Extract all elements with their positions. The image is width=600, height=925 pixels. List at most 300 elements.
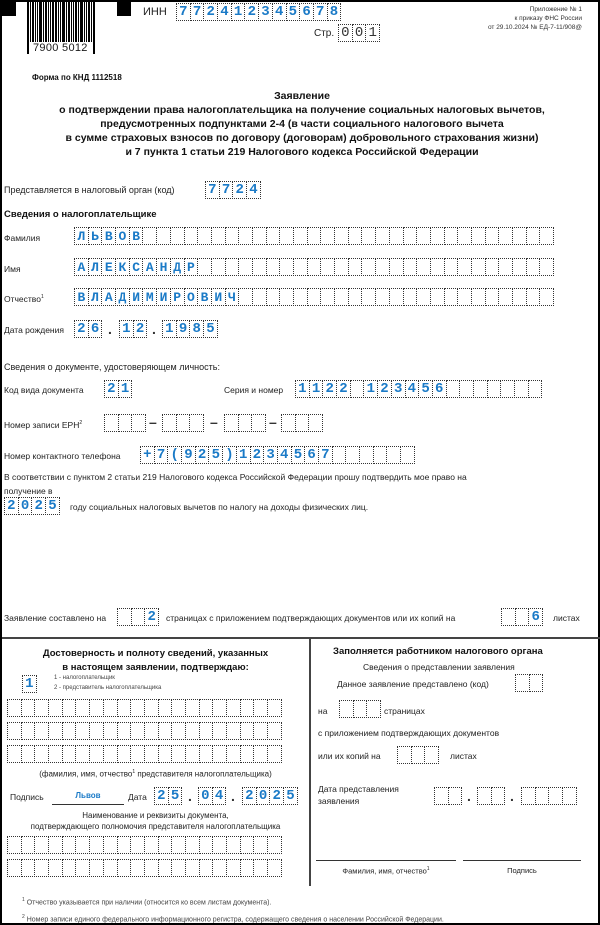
char-cell[interactable] (253, 859, 268, 877)
char-cell[interactable] (487, 380, 502, 398)
char-cell[interactable] (158, 836, 173, 854)
char-cell[interactable] (459, 380, 474, 398)
char-cell[interactable] (117, 608, 132, 626)
char-cell[interactable]: 4 (272, 3, 287, 21)
char-cell[interactable] (485, 288, 500, 306)
char-cell[interactable]: 0 (256, 787, 271, 805)
char-cell[interactable] (397, 746, 412, 764)
char-cell[interactable] (226, 836, 241, 854)
char-cell[interactable] (279, 227, 294, 245)
char-cell[interactable] (89, 699, 104, 717)
inn-field[interactable] (176, 3, 341, 21)
char-cell[interactable] (62, 745, 77, 763)
char-cell[interactable] (144, 699, 159, 717)
submitted-code-field[interactable] (515, 674, 543, 692)
char-cell[interactable]: 4 (405, 380, 420, 398)
char-cell[interactable] (348, 258, 363, 276)
char-cell[interactable] (7, 836, 22, 854)
char-cell[interactable] (89, 745, 104, 763)
submission-month-field[interactable] (477, 787, 505, 805)
char-cell[interactable] (238, 227, 253, 245)
char-cell[interactable] (226, 722, 241, 740)
char-cell[interactable] (226, 699, 241, 717)
char-cell[interactable] (7, 859, 22, 877)
char-cell[interactable] (238, 258, 253, 276)
char-cell[interactable] (75, 859, 90, 877)
char-cell[interactable] (416, 288, 431, 306)
char-cell[interactable] (279, 288, 294, 306)
char-cell[interactable]: 1 (365, 24, 380, 42)
char-cell[interactable] (171, 859, 186, 877)
char-cell[interactable] (185, 836, 200, 854)
char-cell[interactable] (144, 836, 159, 854)
char-cell[interactable]: 9 (181, 446, 196, 464)
char-cell[interactable] (240, 859, 255, 877)
char-cell[interactable]: Д (115, 288, 130, 306)
confirmation-month-field[interactable] (198, 787, 226, 805)
char-cell[interactable]: 1 (118, 380, 133, 398)
char-cell[interactable] (225, 227, 240, 245)
char-cell[interactable]: Ь (88, 227, 103, 245)
char-cell[interactable] (498, 258, 513, 276)
char-cell[interactable] (7, 745, 22, 763)
char-cell[interactable]: 2 (377, 380, 392, 398)
char-cell[interactable] (498, 227, 513, 245)
char-cell[interactable] (562, 787, 577, 805)
char-cell[interactable]: 2 (154, 787, 169, 805)
char-cell[interactable]: 2 (133, 320, 148, 338)
char-cell[interactable] (62, 722, 77, 740)
rep-name-row-3[interactable] (7, 745, 282, 763)
char-cell[interactable] (131, 608, 146, 626)
char-cell[interactable]: 2 (322, 380, 337, 398)
char-cell[interactable]: 2 (244, 3, 259, 21)
char-cell[interactable] (170, 227, 185, 245)
char-cell[interactable] (295, 414, 310, 432)
char-cell[interactable] (535, 787, 550, 805)
char-cell[interactable] (34, 745, 49, 763)
signer-code-field[interactable] (22, 675, 37, 693)
char-cell[interactable]: 7 (154, 446, 169, 464)
char-cell[interactable] (34, 836, 49, 854)
char-cell[interactable] (131, 414, 146, 432)
char-cell[interactable] (171, 722, 186, 740)
char-cell[interactable]: В (197, 288, 212, 306)
officer-sheets-field[interactable] (397, 746, 439, 764)
char-cell[interactable] (267, 699, 282, 717)
char-cell[interactable]: 3 (258, 3, 273, 21)
char-cell[interactable] (457, 258, 472, 276)
char-cell[interactable] (403, 258, 418, 276)
char-cell[interactable] (162, 414, 177, 432)
char-cell[interactable] (473, 380, 488, 398)
char-cell[interactable] (104, 414, 119, 432)
char-cell[interactable] (240, 745, 255, 763)
char-cell[interactable] (48, 859, 63, 877)
char-cell[interactable] (334, 288, 349, 306)
char-cell[interactable] (211, 258, 226, 276)
char-cell[interactable] (117, 722, 132, 740)
officer-pages-field[interactable] (339, 700, 381, 718)
char-cell[interactable]: 0 (18, 497, 33, 515)
char-cell[interactable] (212, 745, 227, 763)
char-cell[interactable]: 6 (432, 380, 447, 398)
char-cell[interactable] (117, 699, 132, 717)
char-cell[interactable]: 0 (352, 24, 367, 42)
char-cell[interactable] (144, 722, 159, 740)
char-cell[interactable] (389, 227, 404, 245)
char-cell[interactable] (7, 722, 22, 740)
char-cell[interactable] (403, 288, 418, 306)
char-cell[interactable] (430, 227, 445, 245)
char-cell[interactable] (512, 227, 527, 245)
char-cell[interactable] (281, 414, 296, 432)
char-cell[interactable]: В (101, 227, 116, 245)
char-cell[interactable] (226, 859, 241, 877)
char-cell[interactable]: 5 (45, 497, 60, 515)
char-cell[interactable] (62, 836, 77, 854)
char-cell[interactable]: И (156, 288, 171, 306)
char-cell[interactable] (252, 227, 267, 245)
char-cell[interactable] (266, 227, 281, 245)
char-cell[interactable]: 2 (232, 181, 247, 199)
char-cell[interactable] (307, 258, 322, 276)
ern-field-part3[interactable] (224, 414, 266, 432)
char-cell[interactable] (103, 836, 118, 854)
char-cell[interactable]: А (142, 258, 157, 276)
pages-count-field[interactable] (117, 608, 159, 626)
char-cell[interactable] (130, 745, 145, 763)
char-cell[interactable]: 0 (198, 787, 213, 805)
char-cell[interactable] (158, 859, 173, 877)
char-cell[interactable]: М (142, 288, 157, 306)
char-cell[interactable]: 7 (190, 3, 205, 21)
char-cell[interactable] (158, 699, 173, 717)
char-cell[interactable] (238, 288, 253, 306)
char-cell[interactable] (444, 288, 459, 306)
char-cell[interactable] (48, 836, 63, 854)
char-cell[interactable] (448, 787, 463, 805)
char-cell[interactable] (434, 787, 449, 805)
patronymic-field[interactable] (74, 288, 554, 306)
char-cell[interactable] (197, 227, 212, 245)
char-cell[interactable] (345, 446, 360, 464)
char-cell[interactable] (21, 859, 36, 877)
char-cell[interactable]: 1 (363, 380, 378, 398)
char-cell[interactable] (366, 700, 381, 718)
char-cell[interactable]: А (101, 288, 116, 306)
char-cell[interactable] (224, 414, 239, 432)
char-cell[interactable] (238, 414, 253, 432)
char-cell[interactable] (34, 699, 49, 717)
char-cell[interactable] (21, 722, 36, 740)
char-cell[interactable] (389, 288, 404, 306)
char-cell[interactable] (7, 699, 22, 717)
char-cell[interactable] (512, 288, 527, 306)
char-cell[interactable] (293, 288, 308, 306)
char-cell[interactable] (332, 446, 347, 464)
char-cell[interactable] (253, 699, 268, 717)
char-cell[interactable] (184, 227, 199, 245)
char-cell[interactable]: 2 (269, 787, 284, 805)
char-cell[interactable]: А (74, 258, 89, 276)
char-cell[interactable] (539, 258, 554, 276)
char-cell[interactable] (253, 745, 268, 763)
char-cell[interactable]: 2 (336, 380, 351, 398)
char-cell[interactable] (253, 836, 268, 854)
signature-value[interactable]: Львов (75, 791, 101, 800)
char-cell[interactable] (375, 288, 390, 306)
char-cell[interactable] (34, 722, 49, 740)
first-name-field[interactable] (74, 258, 554, 276)
char-cell[interactable]: 1 (119, 320, 134, 338)
char-cell[interactable] (189, 414, 204, 432)
char-cell[interactable] (62, 859, 77, 877)
char-cell[interactable]: 2 (250, 446, 265, 464)
char-cell[interactable] (471, 288, 486, 306)
char-cell[interactable] (471, 227, 486, 245)
birth-month-field[interactable] (119, 320, 147, 338)
char-cell[interactable]: 2 (144, 608, 159, 626)
char-cell[interactable] (400, 446, 415, 464)
char-cell[interactable] (199, 836, 214, 854)
last-name-field[interactable] (74, 227, 554, 245)
char-cell[interactable] (21, 699, 36, 717)
series-number-field[interactable] (295, 380, 542, 398)
char-cell[interactable] (252, 288, 267, 306)
char-cell[interactable]: 2 (203, 3, 218, 21)
char-cell[interactable] (89, 722, 104, 740)
char-cell[interactable]: 8 (189, 320, 204, 338)
char-cell[interactable] (225, 258, 240, 276)
char-cell[interactable]: 6 (88, 320, 103, 338)
char-cell[interactable]: 2 (74, 320, 89, 338)
char-cell[interactable]: 6 (304, 446, 319, 464)
char-cell[interactable] (339, 700, 354, 718)
char-cell[interactable] (185, 699, 200, 717)
char-cell[interactable] (117, 745, 132, 763)
char-cell[interactable] (361, 227, 376, 245)
char-cell[interactable] (185, 722, 200, 740)
char-cell[interactable] (539, 288, 554, 306)
char-cell[interactable] (334, 227, 349, 245)
char-cell[interactable] (293, 227, 308, 245)
char-cell[interactable] (118, 414, 133, 432)
birth-year-field[interactable] (162, 320, 218, 338)
authority-doc-row-2[interactable] (7, 859, 282, 877)
char-cell[interactable] (485, 227, 500, 245)
char-cell[interactable] (386, 446, 401, 464)
submission-year-field[interactable] (521, 787, 577, 805)
char-cell[interactable] (75, 699, 90, 717)
char-cell[interactable] (444, 227, 459, 245)
char-cell[interactable] (424, 746, 439, 764)
char-cell[interactable] (226, 745, 241, 763)
char-cell[interactable]: Л (74, 227, 89, 245)
char-cell[interactable]: 7 (318, 446, 333, 464)
char-cell[interactable] (199, 722, 214, 740)
char-cell[interactable] (353, 700, 368, 718)
char-cell[interactable] (144, 859, 159, 877)
char-cell[interactable] (457, 227, 472, 245)
char-cell[interactable] (130, 699, 145, 717)
char-cell[interactable] (199, 699, 214, 717)
char-cell[interactable] (130, 722, 145, 740)
char-cell[interactable] (361, 288, 376, 306)
char-cell[interactable] (251, 414, 266, 432)
char-cell[interactable] (48, 745, 63, 763)
char-cell[interactable] (375, 227, 390, 245)
char-cell[interactable]: 4 (217, 3, 232, 21)
char-cell[interactable]: 2 (195, 446, 210, 464)
authority-doc-row-1[interactable] (7, 836, 282, 854)
char-cell[interactable] (212, 859, 227, 877)
char-cell[interactable] (62, 699, 77, 717)
char-cell[interactable]: ( (167, 446, 182, 464)
char-cell[interactable] (430, 258, 445, 276)
char-cell[interactable] (515, 674, 530, 692)
char-cell[interactable]: 9 (176, 320, 191, 338)
char-cell[interactable] (491, 787, 506, 805)
char-cell[interactable] (293, 258, 308, 276)
char-cell[interactable] (103, 859, 118, 877)
char-cell[interactable] (416, 227, 431, 245)
char-cell[interactable] (171, 745, 186, 763)
char-cell[interactable] (446, 380, 461, 398)
char-cell[interactable] (528, 380, 543, 398)
ern-field-part4[interactable] (281, 414, 323, 432)
char-cell[interactable] (21, 745, 36, 763)
char-cell[interactable]: О (184, 288, 199, 306)
char-cell[interactable] (403, 227, 418, 245)
char-cell[interactable]: К (115, 258, 130, 276)
char-cell[interactable] (529, 674, 544, 692)
char-cell[interactable]: 1 (231, 3, 246, 21)
char-cell[interactable] (457, 288, 472, 306)
char-cell[interactable] (185, 745, 200, 763)
char-cell[interactable] (485, 258, 500, 276)
char-cell[interactable] (158, 722, 173, 740)
phone-field[interactable] (140, 446, 415, 464)
char-cell[interactable] (500, 380, 515, 398)
char-cell[interactable] (514, 380, 529, 398)
char-cell[interactable] (334, 258, 349, 276)
char-cell[interactable] (142, 227, 157, 245)
char-cell[interactable] (279, 258, 294, 276)
char-cell[interactable]: 7 (176, 3, 191, 21)
char-cell[interactable] (212, 836, 227, 854)
char-cell[interactable]: 7 (219, 181, 234, 199)
char-cell[interactable]: + (140, 446, 155, 464)
submission-day-field[interactable] (434, 787, 462, 805)
confirmation-year-field[interactable] (242, 787, 298, 805)
char-cell[interactable] (348, 227, 363, 245)
char-cell[interactable] (144, 745, 159, 763)
char-cell[interactable]: 5 (283, 787, 298, 805)
char-cell[interactable] (130, 859, 145, 877)
char-cell[interactable] (471, 258, 486, 276)
char-cell[interactable] (117, 836, 132, 854)
char-cell[interactable] (501, 608, 516, 626)
char-cell[interactable] (130, 836, 145, 854)
char-cell[interactable] (350, 380, 365, 398)
char-cell[interactable]: 7 (313, 3, 328, 21)
char-cell[interactable]: 1 (309, 380, 324, 398)
char-cell[interactable] (240, 836, 255, 854)
char-cell[interactable]: Ч (225, 288, 240, 306)
char-cell[interactable] (267, 836, 282, 854)
char-cell[interactable]: Р (170, 288, 185, 306)
char-cell[interactable]: 5 (291, 446, 306, 464)
birth-day-field[interactable] (74, 320, 102, 338)
char-cell[interactable] (477, 787, 492, 805)
char-cell[interactable] (267, 745, 282, 763)
char-cell[interactable]: О (115, 227, 130, 245)
char-cell[interactable] (373, 446, 388, 464)
char-cell[interactable]: 1 (295, 380, 310, 398)
char-cell[interactable]: 6 (528, 608, 543, 626)
char-cell[interactable] (212, 699, 227, 717)
char-cell[interactable] (267, 859, 282, 877)
char-cell[interactable] (89, 859, 104, 877)
char-cell[interactable] (34, 859, 49, 877)
char-cell[interactable]: 5 (286, 3, 301, 21)
char-cell[interactable] (416, 258, 431, 276)
char-cell[interactable] (158, 745, 173, 763)
char-cell[interactable] (430, 288, 445, 306)
char-cell[interactable]: 4 (212, 787, 227, 805)
char-cell[interactable] (307, 227, 322, 245)
char-cell[interactable] (320, 288, 335, 306)
char-cell[interactable]: 6 (299, 3, 314, 21)
char-cell[interactable] (103, 699, 118, 717)
char-cell[interactable]: И (211, 288, 226, 306)
char-cell[interactable] (117, 859, 132, 877)
char-cell[interactable]: ) (222, 446, 237, 464)
char-cell[interactable] (389, 258, 404, 276)
char-cell[interactable] (266, 258, 281, 276)
char-cell[interactable] (515, 608, 530, 626)
char-cell[interactable] (252, 258, 267, 276)
char-cell[interactable] (75, 836, 90, 854)
char-cell[interactable] (21, 836, 36, 854)
char-cell[interactable] (48, 699, 63, 717)
char-cell[interactable] (308, 414, 323, 432)
ern-field-part2[interactable] (162, 414, 204, 432)
rep-name-row-2[interactable] (7, 722, 282, 740)
char-cell[interactable] (512, 258, 527, 276)
char-cell[interactable] (89, 836, 104, 854)
char-cell[interactable]: Р (184, 258, 199, 276)
char-cell[interactable]: 2 (104, 380, 119, 398)
char-cell[interactable] (240, 722, 255, 740)
char-cell[interactable]: 0 (338, 24, 353, 42)
char-cell[interactable] (375, 258, 390, 276)
char-cell[interactable] (361, 258, 376, 276)
page-number-field[interactable] (338, 24, 380, 42)
char-cell[interactable]: 1 (162, 320, 177, 338)
confirmation-day-field[interactable] (154, 787, 182, 805)
char-cell[interactable]: 5 (418, 380, 433, 398)
char-cell[interactable] (171, 699, 186, 717)
char-cell[interactable] (320, 258, 335, 276)
char-cell[interactable] (359, 446, 374, 464)
char-cell[interactable]: Д (170, 258, 185, 276)
deduction-year-field[interactable] (4, 497, 60, 515)
char-cell[interactable]: 1 (22, 675, 37, 693)
char-cell[interactable]: 1 (236, 446, 251, 464)
char-cell[interactable] (212, 722, 227, 740)
